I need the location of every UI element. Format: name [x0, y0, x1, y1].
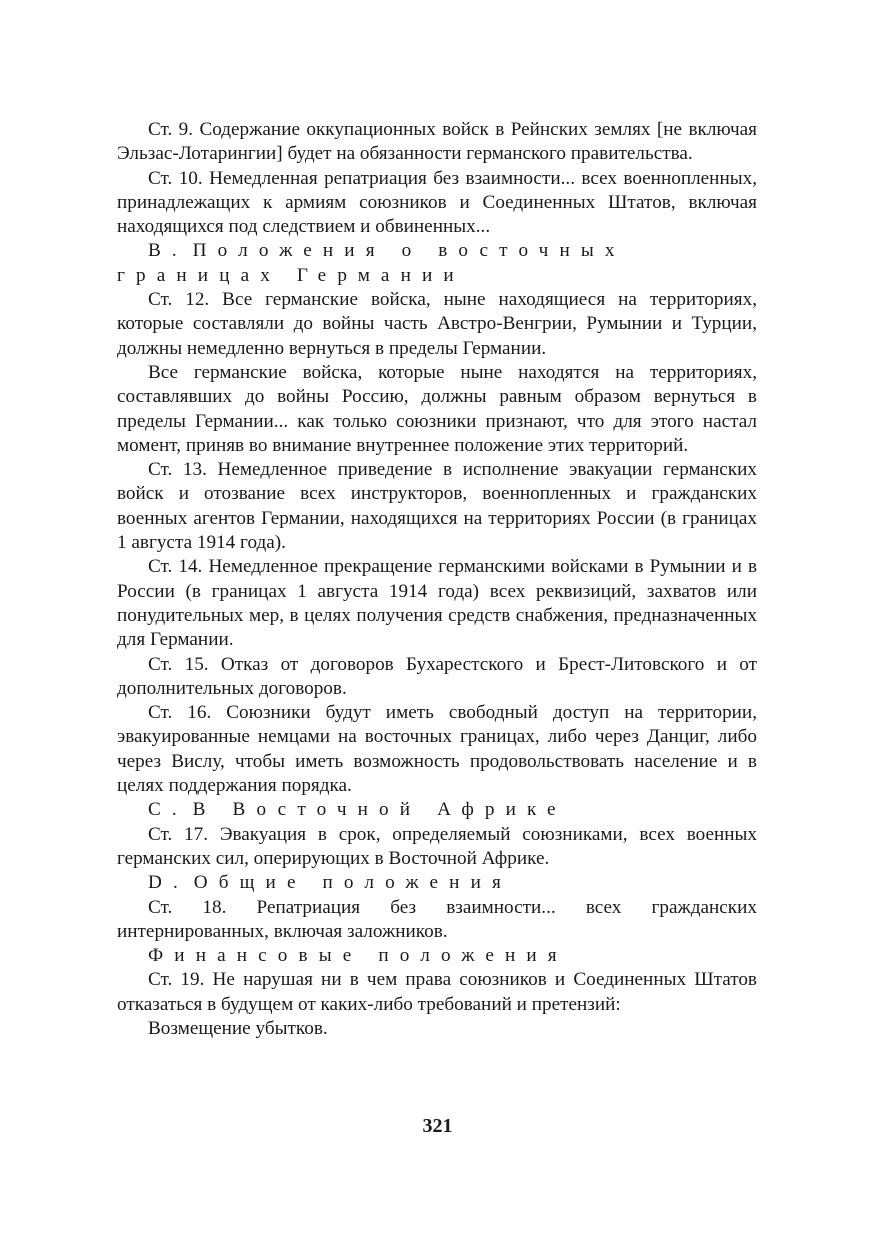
section-heading-d: [117, 871, 757, 895]
section-title-d: Общие положения: [193, 872, 512, 894]
article-12: Ст. 12. Все германские войска, ныне находящиеся на территориях, которые составляли до войны часть Австро-Венгрии, Румынии и Турции, должны немедленно вернуться в пределы Германии.: [117, 289, 757, 359]
section-heading-financial: [117, 944, 757, 968]
article-17: Ст. 17. Эвакуация в срок, определяемый союзниками, всех военных германских сил, оперирующих в Восточной Африке.: [117, 823, 757, 869]
page-body: [117, 118, 757, 1041]
page-number: 321: [422, 1115, 453, 1137]
article-16: Ст. 16. Союзники будут иметь свободный доступ на территории, эвакуированные немцами на восточных границах, либо через Данциг, либо через Вислу, чтобы иметь возможность продовольствовать население и в целях поддержания порядка.: [117, 702, 757, 797]
section-title-b: Положения о восточных границах Германии: [117, 240, 626, 286]
section-heading-c: [117, 798, 757, 822]
article-18: Ст. 18. Репатриация без взаимности... всех гражданских интернированных, включая заложников.: [117, 896, 757, 942]
section-title-c: В Восточной Африке: [192, 799, 567, 821]
article-9: Ст. 9. Содержание оккупационных войск в Рейнских землях [не включая Эльзас-Лотарингии] будет на обязанности германского правительства.: [117, 119, 757, 165]
article-12-continued: Все германские войска, которые ныне находятся на территориях, составлявших до войны Россию, должны равным образом вернуться в пределы Германии... как только союзники признают, что для этого настал момент, приняв во внимание внутреннее положение этих территорий.: [117, 361, 757, 456]
section-title-financial: Финансовые положения: [148, 945, 568, 967]
section-letter-c: C.: [148, 799, 188, 821]
article-15: Ст. 15. Отказ от договоров Бухарестского и Брест-Литовского и от дополнительных договоров.: [117, 653, 757, 699]
article-10: Ст. 10. Немедленная репатриация без взаимности... всех военнопленных, принадлежащих к армиям союзников и Соединенных Штатов, включая находящихся под следствием и обвиненных...: [117, 167, 757, 238]
section-letter-b: B.: [148, 240, 188, 262]
article-14: Ст. 14. Немедленное прекращение германскими войсками в Румынии и в России (в границах 1 августа 1914 года) всех реквизиций, захватов или понудительных мер, в целях получения средств снабжения, предназначенных для Германии.: [117, 556, 757, 651]
section-letter-d: D.: [148, 872, 189, 894]
article-13: Ст. 13. Немедленное приведение в исполнение эвакуации германских войск и отозвание всех инструкторов, военнопленных и гражданских военных агентов Германии, находящихся на территориях России (в границах 1 августа 1914 года).: [117, 459, 757, 554]
article-19: Ст. 19. Не нарушая ни в чем права союзников и Соединенных Штатов отказаться в будущем от каких-либо требований и претензий:: [117, 969, 757, 1015]
section-heading-b: [117, 239, 757, 288]
compensation-line: Возмещение убытков.: [148, 1017, 328, 1039]
